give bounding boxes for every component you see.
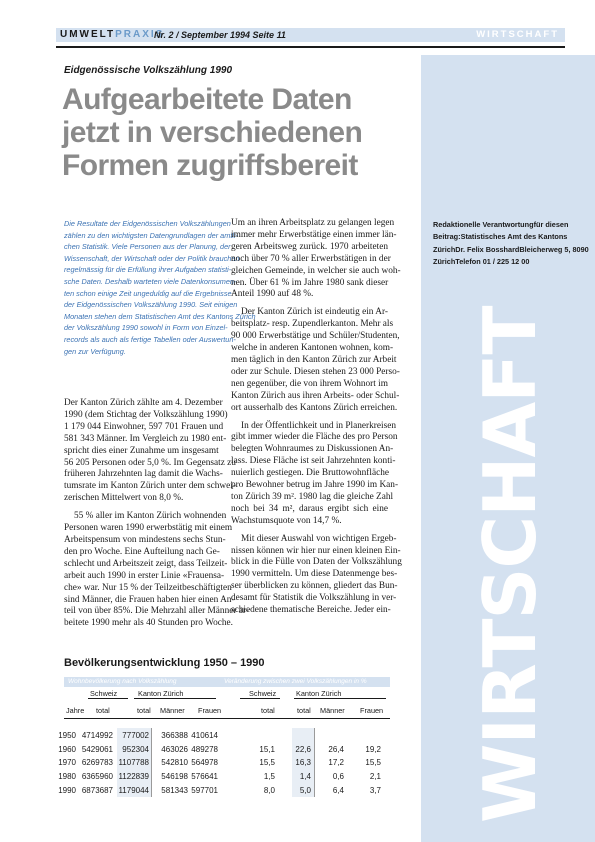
lead-line: Die Resultate der Eidgenössischen Volkszählungen xyxy=(64,219,231,228)
body-line: men täglich in den Kanton Zürich zur Arbeit xyxy=(231,354,397,365)
body-line: Mit dieser Auswahl von wichtigen Ergeb- xyxy=(241,533,397,544)
body-line: ort ausserhalb des Kantons Zürich erreichen. xyxy=(231,402,398,413)
table-cell: 581343 xyxy=(161,786,188,795)
header-rule xyxy=(294,698,386,699)
body-line: che» war. Nur 15 % der Teilzeitbeschäftigten xyxy=(64,582,232,593)
body-line: nen. Über 61 % im Jahre 1980 sank dieser xyxy=(231,277,389,288)
table-cell: 410614 xyxy=(191,731,218,740)
body-line: arbeit auch 1990 in erster Linie «Frauensa- xyxy=(64,570,225,581)
article-kicker: Eidgenössische Volkszählung 1990 xyxy=(64,65,233,76)
body-line: desamt für Statistik die Volkszählung in ver- xyxy=(231,593,397,604)
body-line: Der Kanton Zürich zählte am 4. Dezember xyxy=(64,398,223,408)
credit-line: Telefon 01 / 225 12 00 xyxy=(455,256,530,266)
body-line: welche in anderen Kantonen wohnen, kom- xyxy=(231,343,394,354)
lead-line: records als auch als fertige Tabellen oder Auswertun- xyxy=(64,334,236,344)
table-cell: 22,6 xyxy=(295,745,311,754)
table-cell: 366388 xyxy=(161,731,188,740)
page-header xyxy=(56,28,565,42)
lead-line: der Eidgenössischen Volkszählung 1990. Seit einigen xyxy=(64,300,238,310)
body-line: immer mehr Erwerbstätige einen immer län- xyxy=(231,229,397,240)
article-lead xyxy=(64,218,256,357)
credit-line: Dr. Felix Bosshard xyxy=(455,244,520,254)
body-line: 1 179 044 Einwohner, 597 701 Frauen und xyxy=(64,421,224,432)
table-cell: 17,2 xyxy=(328,758,344,767)
body-line: gibt immer wieder die Fläche des pro Person xyxy=(231,432,398,443)
header-rule xyxy=(240,698,280,699)
table-cell: 542810 xyxy=(161,758,188,767)
body-line: früheren Jahrzehnten lag damit die Wachs- xyxy=(64,469,223,480)
header-rule xyxy=(88,698,128,699)
header-rule xyxy=(56,46,565,48)
article-column-left xyxy=(64,398,249,630)
lead-line: Monaten stehen dem Statistischen Amt des Kantons Zürich xyxy=(64,311,256,321)
table-cell: 6365960 xyxy=(81,772,113,781)
table-cell: 1960 xyxy=(58,745,76,754)
table-cell: 15,1 xyxy=(259,745,275,754)
table-cell: 15,5 xyxy=(365,758,381,767)
issue-info: Nr. 2 / September 1994 Seite 11 xyxy=(154,29,286,40)
table-cell: 1990 xyxy=(58,786,76,795)
body-line: 1990 vermitteln. Um diese Datenmenge bes- xyxy=(231,569,398,580)
table-cell: 576641 xyxy=(191,772,218,781)
body-line: Der Kanton Zürich ist eindeutig ein Ar- xyxy=(241,307,388,318)
table-cell: 1107788 xyxy=(118,758,149,767)
table-caption-left: Wohnbevölkerung nach Volkszählung xyxy=(68,678,177,685)
table-cell: 1179044 xyxy=(118,786,149,795)
body-line: Arbeitspensum von mindestens sechs Stun- xyxy=(64,534,226,545)
table-cell: 26,4 xyxy=(328,745,344,754)
body-line: Personen waren 1990 erwerbstätig mit einem xyxy=(64,523,233,534)
section-label: WIRTSCHAFT xyxy=(476,29,559,40)
body-line: schiedene thematische Bereiche. Jeder ein- xyxy=(231,605,391,616)
table-cell: 15,5 xyxy=(259,758,275,767)
table-cell: 2,1 xyxy=(369,772,381,781)
body-line: den pro Woche. Eine Aufteilung nach Ge- xyxy=(64,546,220,557)
table-cell: 8,0 xyxy=(263,786,275,795)
table-cell: 1980 xyxy=(58,772,76,781)
table-cell: 6269783 xyxy=(81,758,113,767)
table-cell: 4714992 xyxy=(81,731,113,740)
header-maenner: Männer xyxy=(160,706,185,715)
body-line: nen gegenüber, die von ihrem Wohnort im xyxy=(231,378,388,389)
header-rule xyxy=(134,698,216,699)
body-line: sind Männer, die Frauen haben hier einen An- xyxy=(64,594,235,605)
lead-line: der Volkszählung 1990 sowohl in Form von Einzel- xyxy=(64,323,228,333)
magazine-logo: UMWELTPRAXIS xyxy=(60,29,165,40)
table-cell: 1,4 xyxy=(299,772,311,781)
table-cell: 952304 xyxy=(122,745,149,754)
table-caption-right: Veränderung zwischen zwei Volkszählungen in % xyxy=(224,678,367,685)
lead-line: zählen zu den wichtigsten Datengrundlagen der amtli- xyxy=(64,230,239,240)
body-line: ser überblicken zu können, gliedert das Bun- xyxy=(231,581,398,592)
table-cell: 1122839 xyxy=(118,772,149,781)
headline-line: Formen zugriffsbereit xyxy=(62,149,358,182)
body-line: zerischen Mittelwert von 8,0 %. xyxy=(64,493,184,504)
table-cell: 3,7 xyxy=(369,786,381,795)
body-line: Anteil 1990 auf 48 %. xyxy=(231,289,314,300)
lead-line: ten schon einige Zeit ungeduldig auf die Ergebnisse xyxy=(64,288,232,298)
header-frauen: Frauen xyxy=(360,706,384,715)
table-cell: 546198 xyxy=(161,772,188,781)
body-line: belegten Wohnraumes zu Diskussionen An- xyxy=(231,444,394,455)
table-cell: 1950 xyxy=(58,731,76,740)
lead-line: chen Statistik. Viele Personen aus der Planung, der xyxy=(64,242,231,252)
body-line: nissen können wir hier nur einen kleinen Ein- xyxy=(231,545,401,556)
lead-line: Wissenschaft, der Wirtschaft oder der Politik brauchen xyxy=(64,253,240,263)
table-cell: 564978 xyxy=(191,758,218,767)
credit-line: für diesen Beitrag: xyxy=(433,220,569,242)
body-line: gleichen Gemeinde, in welcher sie auch woh- xyxy=(231,265,401,276)
table-cell: 1970 xyxy=(58,758,76,767)
header-group-schweiz-change: Schweiz xyxy=(249,689,277,698)
body-line: geren Arbeitsweg zurück. 1970 arbeiteten xyxy=(231,241,388,252)
body-line: tumsrate im Kanton Zürich unter dem schwei- xyxy=(64,481,236,492)
header-total: total xyxy=(297,706,311,715)
lead-line: regelmässig für die Erfüllung ihrer Aufgaben statisti- xyxy=(64,265,232,275)
table-title: Bevölkerungsentwicklung 1950 – 1990 xyxy=(64,657,265,669)
header-group-schweiz: Schweiz xyxy=(90,689,118,698)
table-cell: 1,5 xyxy=(263,772,275,781)
header-total: total xyxy=(96,706,110,715)
table-cell: 6873687 xyxy=(81,786,113,795)
body-line: noch über 70 % aller Erwerbstätigen in der xyxy=(231,253,391,264)
credit-line: Statistisches Amt des Kantons Zürich xyxy=(433,232,568,254)
body-line: beitete 1990 mehr als 40 Stunden pro Woche. xyxy=(64,618,233,629)
body-line: blick in die Fülle von Daten der Volkszählung xyxy=(231,557,402,568)
body-line: Um an ihren Arbeitsplatz zu gelangen legen xyxy=(231,218,395,228)
body-line: Wachstumsquote von 14,7 %. xyxy=(231,515,342,526)
header-group-zh: Kanton Zürich xyxy=(138,689,184,698)
table-cell: 463026 xyxy=(161,745,188,754)
editorial-credits xyxy=(433,219,595,268)
body-line: lass. Diese Fläche ist seit Jahrzehnten konti- xyxy=(231,456,396,467)
body-line: oder zur Schule. Diesen stehen 23 000 Perso- xyxy=(231,366,400,377)
body-line: nuierlich gestiegen. Die Bruttowohnfläche xyxy=(231,468,389,479)
table-cell: 6,4 xyxy=(332,786,344,795)
article-column-middle xyxy=(231,218,402,617)
body-line: 581 343 Männer. Im Vergleich zu 1980 ent- xyxy=(64,433,227,444)
body-line: beitsplatz- resp. Zupendlerkanton. Mehr als xyxy=(231,319,394,330)
body-line: 56 205 Personen oder 5,0 %. Im Gegensatz zu xyxy=(64,457,236,468)
lead-line: sche Daten. Deshalb warteten viele Datenkonsumen- xyxy=(64,276,237,286)
body-line: 55 % aller im Kanton Zürich wohnenden xyxy=(74,511,227,522)
table-cell: 5,0 xyxy=(299,786,311,795)
body-line: pro Bewohner betrug im Jahre 1990 im Kan- xyxy=(231,480,399,491)
lead-line: gen zur Verfügung. xyxy=(64,346,126,356)
table-cell: 5429061 xyxy=(81,745,113,754)
table-header-bottom-rule xyxy=(64,718,390,719)
table-cell: 0,6 xyxy=(332,772,344,781)
header-total: total xyxy=(137,706,151,715)
header-group-zh-change: Kanton Zürich xyxy=(296,689,342,698)
header-jahre: Jahre xyxy=(66,706,85,715)
body-line: Kanton Zürich aus ihren Arbeits- oder Schul- xyxy=(231,390,400,401)
body-line: 1990 (dem Stichtag der Volkszählung 1990) xyxy=(64,409,228,420)
credit-line: Redaktionelle Verantwortung xyxy=(433,220,534,229)
article-headline xyxy=(62,83,422,182)
body-line: 90 000 Erwerbstätige und Schüler/Studenten, xyxy=(231,331,400,342)
body-line: spricht dies einer Zunahme um insgesamt xyxy=(64,445,219,456)
body-line: schlecht und Arbeitszeit zeigt, dass Teilzeit- xyxy=(64,558,228,569)
header-total: total xyxy=(261,706,275,715)
body-line: teil von über 85%. Die Mehrzahl aller Männer ar- xyxy=(64,606,249,617)
table-cell: 489278 xyxy=(191,745,218,754)
body-line: noch bei 34 m², daraus ergibt sich eine xyxy=(231,503,388,514)
credit-line: Bleicherweg 5, 8090 Zürich xyxy=(433,244,589,266)
headline-line: Aufgearbeitete Daten xyxy=(62,83,352,116)
table-cell: 16,3 xyxy=(295,758,311,767)
table-cell: 777002 xyxy=(122,731,149,740)
header-maenner: Männer xyxy=(320,706,345,715)
headline-line: jetzt in verschiedenen xyxy=(62,116,363,149)
table-cell: 19,2 xyxy=(365,745,381,754)
header-frauen: Frauen xyxy=(198,706,222,715)
table-cell: 597701 xyxy=(191,786,218,795)
body-line: ton Zürich 39 m². 1980 lag die gleiche Zahl xyxy=(231,491,394,502)
body-line: In der Öffentlichkeit und in Planerkreisen xyxy=(241,420,396,431)
sidebar-section-word: WIRTSCHAFT xyxy=(468,306,552,824)
